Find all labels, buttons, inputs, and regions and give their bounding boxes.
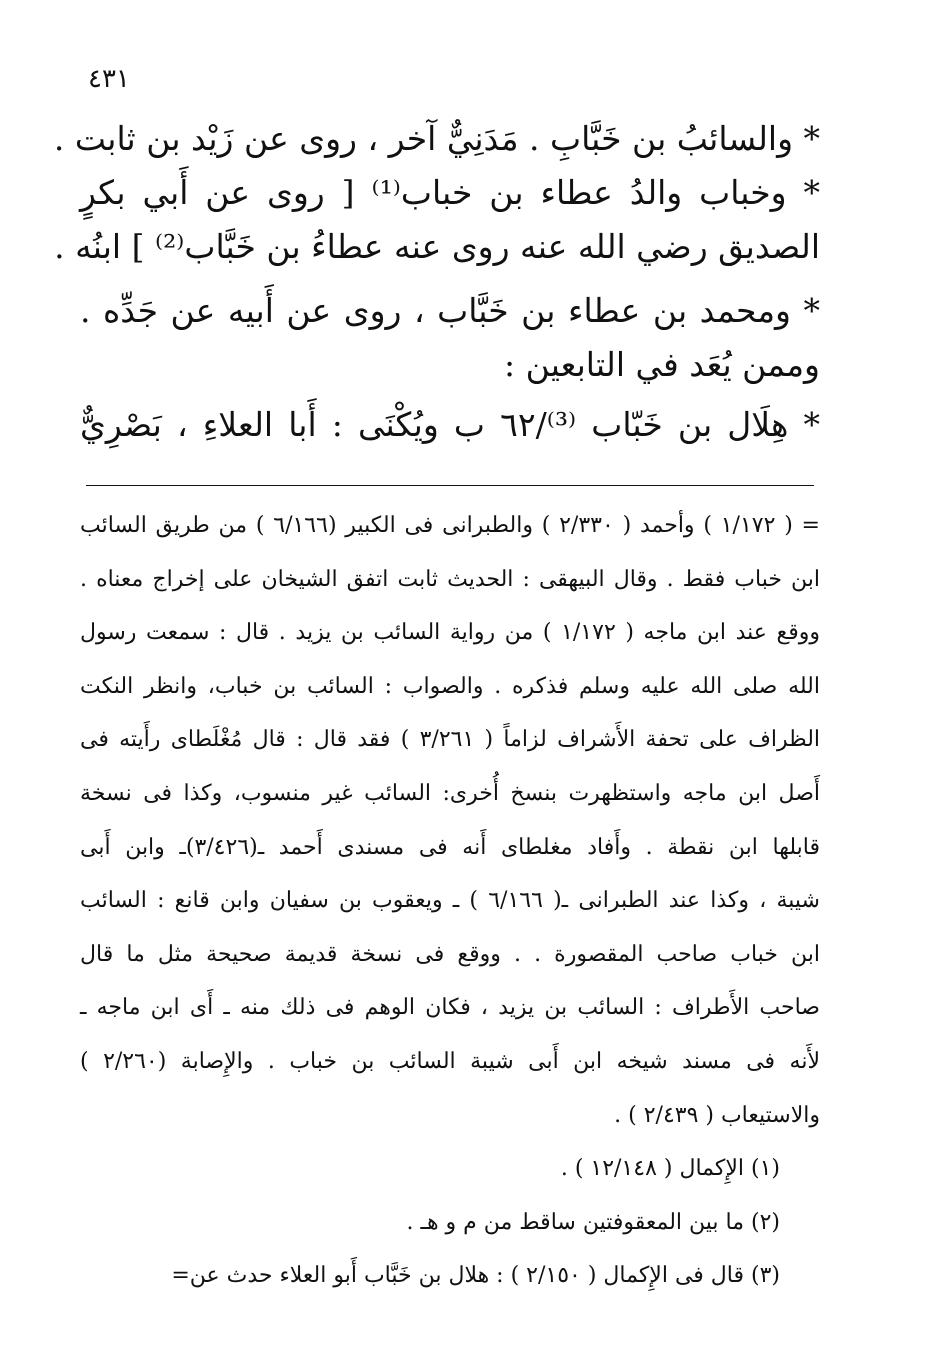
main-line: * والسائبُ بن خَبَّابِ . مَدَنِيٌّ آخر ، روى عن زَيْد بن ثابت . bbox=[53, 119, 820, 158]
main-text bbox=[53, 112, 821, 452]
footnote-line: الظراف على تحفة الأَشراف لزاماً ( ٣/٢٦١ ) فقد قال : قال مُغْلَطاى رأَيته فى bbox=[80, 727, 821, 753]
main-line: * ومحمد بن عطاء بن خَبَّاب ، روى عن أَبيه عن جَدِّه . bbox=[80, 291, 820, 330]
main-line: وممن يُعَد في التابعين : bbox=[503, 345, 820, 384]
footnote-line: (٣) قال فى الإِكمال ( ٢/١٥٠ ) : هلال بن خَبَّاب أَبو العلاء حدث عن= bbox=[171, 1263, 780, 1289]
footnote-line: ابن خباب صاحب المقصورة . . ووقع فى نسخة قديمة صحيحة مثل ما قال bbox=[80, 941, 820, 967]
footnote-line: شيبة ، وكذا عند الطبرانى ـ( ٦/١٦٦ ) ـ ويعقوب بن سفيان وابن قانع : السائب bbox=[80, 888, 820, 914]
footnote-line: الله صلى الله عليه وسلم فذكره . والصواب : السائب بن خباب، وانظر النكت bbox=[80, 673, 820, 699]
main-line: الصديق رضي الله عنه روى عنه عطاءُ بن خَبَّاب⁽²⁾ ] ابنُه . bbox=[54, 227, 820, 266]
main-line: * وخباب والدُ عطاء بن خباب⁽¹⁾ [ روى عن أَبي بكرٍ bbox=[80, 173, 820, 212]
footnote-line: = ( ١/١٧٢ ) وأحمد ( ٢/٣٣٠ ) والطبرانى فى الكبير (٦/١٦٦ ) من طريق السائب bbox=[80, 513, 820, 538]
page-number: ٤٣١ bbox=[88, 64, 130, 94]
footnote-line: ابن خباب فقط . وقال البيهقى : الحديث ثابت اتفق الشيخان على إخراج معناه . bbox=[80, 566, 820, 592]
footnote-line: لأَنه فى مسند شيخه ابن أَبى شيبة السائب بن خباب . والإِصابة (٢/٢٦٠ ) bbox=[80, 1048, 821, 1074]
footnote-line: أَصل ابن ماجه واستظهرت بنسخ أُخرى: السائب غير منسوب، وكذا فى نسخة bbox=[80, 780, 820, 806]
footnote-line: والاستيعاب ( ٢/٤٣٩ ) . bbox=[614, 1102, 820, 1128]
footnote-line: (١) الإِكمال ( ١٢/١٤٨ ) . bbox=[560, 1156, 780, 1182]
footnote-line: قابلها ابن نقطة . وأَفاد مغلطاى أَنه فى مسندى أَحمد ـ(٣/٤٢٦)ـ وابن أَبى bbox=[80, 834, 820, 860]
footnotes bbox=[80, 499, 820, 1303]
main-line: * هِلَال بن خَبّاب ⁽³⁾/٦٢ ب ويُكْنَى : أَبا العلاءِ ، بَصْرِيٌّ bbox=[80, 405, 821, 444]
footnote-line: ووقع عند ابن ماجه ( ١/١٧٢ ) من رواية السائب بن يزيد . قال : سمعت رسول bbox=[80, 620, 821, 646]
footnote-separator bbox=[86, 485, 814, 486]
footnote-line: (٢) ما بين المعقوفتين ساقط من م و هـ . bbox=[406, 1209, 780, 1235]
footnote-line: صاحب الأَطراف : السائب بن يزيد ، فكان الوهم فى ذلك منه ـ أَى ابن ماجه ـ bbox=[80, 995, 820, 1021]
